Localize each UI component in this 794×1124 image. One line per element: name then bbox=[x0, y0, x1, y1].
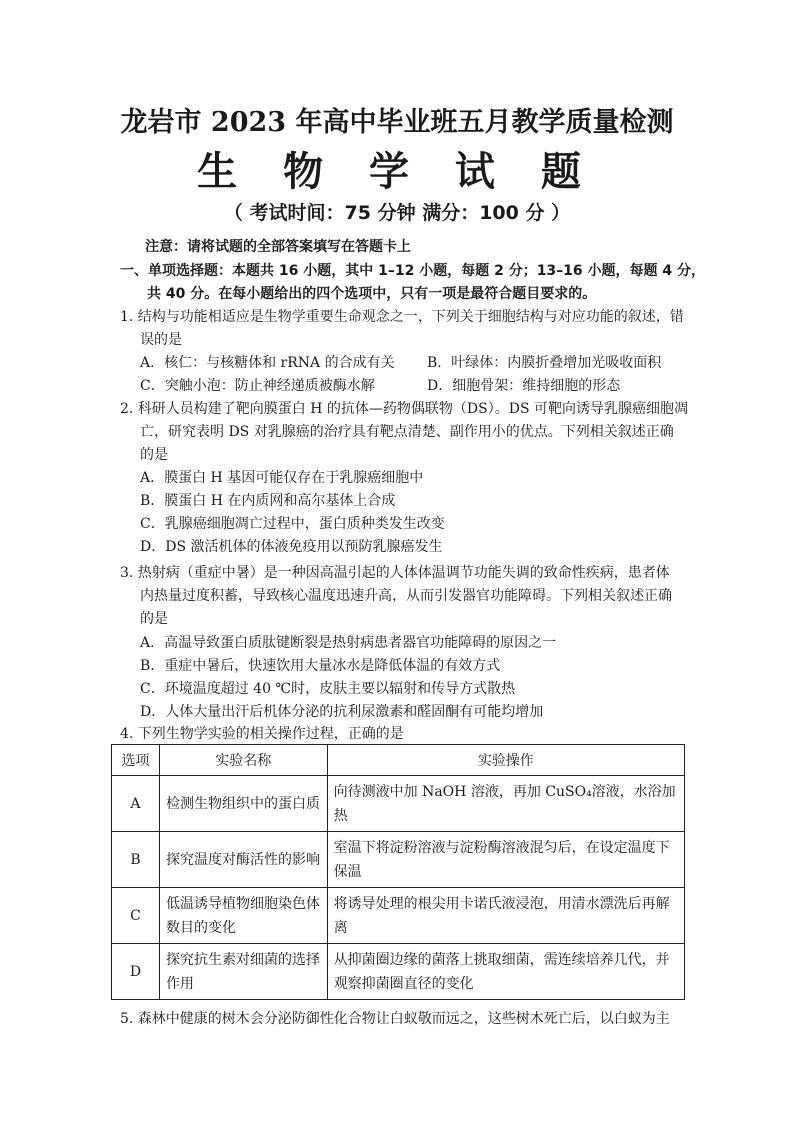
q1-option-d: D．细胞骨架：维持细胞的形态 bbox=[427, 378, 621, 394]
row-experiment-operation: 向待测液中加 NaOH 溶液，再加 CuSO₄溶液，水浴加热 bbox=[327, 776, 684, 832]
row-experiment-operation: 将诱导处理的根尖用卡诺氏液浸泡，用清水漂洗后再解离 bbox=[327, 888, 684, 944]
notice: 注意：请将试题的全部答案填写在答题卡上 bbox=[145, 239, 411, 255]
q1-option-b: B．叶绿体：内膜折叠增加光吸收面积 bbox=[427, 355, 662, 371]
q3-stem-line1: 3. 热射病（重症中暑）是一种因高温引起的人体体温调节功能失调的致命性疾病，患者体 bbox=[120, 565, 670, 581]
subject-title: 生 物 学 试 题 bbox=[197, 148, 597, 195]
q1-stem-line1: 1. 结构与功能相适应是生物学重要生命观念之一，下列关于细胞结构与对应功能的叙述，错 bbox=[120, 309, 684, 325]
row-experiment-name: 检测生物组织中的蛋白质 bbox=[159, 776, 327, 832]
q3-stem-line2: 内热量过度积蓄，导致核心温度迅速升高，从而引发器官功能障碍。下列相关叙述正确 bbox=[140, 588, 672, 604]
row-option: B bbox=[112, 832, 160, 888]
experiment-table bbox=[111, 744, 685, 1000]
exam-info: （ 考试时间：75 分钟 满分：100 分 ） bbox=[223, 202, 571, 224]
q4-stem: 4. 下列生物学实验的相关操作过程，正确的是 bbox=[120, 726, 404, 742]
table-row bbox=[112, 944, 685, 1000]
table-header-row bbox=[112, 745, 685, 776]
q1-option-c: C．突触小泡：防止神经递质被酶水解 bbox=[140, 378, 375, 394]
row-experiment-name: 探究抗生素对细菌的选择作用 bbox=[159, 944, 327, 1000]
q2-option-d: D．DS 激活机体的体液免疫用以预防乳腺癌发生 bbox=[140, 539, 443, 555]
q2-stem-line3: 的是 bbox=[140, 447, 168, 463]
row-option: A bbox=[112, 776, 160, 832]
row-experiment-name: 探究温度对酶活性的影响 bbox=[159, 832, 327, 888]
row-experiment-operation: 室温下将淀粉溶液与淀粉酶溶液混匀后，在设定温度下保温 bbox=[327, 832, 684, 888]
q2-option-c: C．乳腺癌细胞凋亡过程中，蛋白质种类发生改变 bbox=[140, 516, 445, 532]
header-experiment-name: 实验名称 bbox=[159, 745, 327, 776]
header-option: 选项 bbox=[112, 745, 160, 776]
row-option: C bbox=[112, 888, 160, 944]
row-experiment-name: 低温诱导植物细胞染色体数目的变化 bbox=[159, 888, 327, 944]
q3-option-d: D．人体大量出汗后机体分泌的抗利尿激素和醛固酮有可能均增加 bbox=[140, 704, 544, 720]
q2-option-a: A．膜蛋白 H 基因可能仅存在于乳腺癌细胞中 bbox=[140, 470, 424, 486]
header-experiment-operation: 实验操作 bbox=[327, 745, 684, 776]
row-experiment-operation: 从抑菌圈边缘的菌落上挑取细菌，需连续培养几代，并观察抑菌圈直径的变化 bbox=[327, 944, 684, 1000]
q2-stem-line1: 2. 科研人员构建了靶向膜蛋白 H 的抗体—药物偶联物（DS）。DS 可靶向诱导乳腺癌细胞凋 bbox=[120, 401, 688, 417]
section-heading-line2: 共 40 分。在每小题给出的四个选项中，只有一项是最符合题目要求的。 bbox=[147, 286, 597, 302]
table-row bbox=[112, 776, 685, 832]
table-row bbox=[112, 832, 685, 888]
exam-title: 龙岩市 2023 年高中毕业班五月教学质量检测 bbox=[120, 107, 674, 138]
q5-stem: 5. 森林中健康的树木会分泌防御性化合物让白蚁敬而远之，这些树木死亡后，以白蚁为主 bbox=[120, 1011, 670, 1027]
row-option: D bbox=[112, 944, 160, 1000]
q3-option-a: A．高温导致蛋白质肽键断裂是热射病患者器官功能障碍的原因之一 bbox=[140, 635, 557, 651]
q1-option-a: A．核仁：与核糖体和 rRNA 的合成有关 bbox=[140, 355, 395, 371]
q2-stem-line2: 亡，研究表明 DS 对乳腺癌的治疗具有靶点清楚、副作用小的优点。下列相关叙述正确 bbox=[140, 424, 674, 440]
table-row bbox=[112, 888, 685, 944]
section-heading-line1: 一、单项选择题：本题共 16 小题，其中 1–12 小题，每题 2 分；13–16 小题，每题 4 分， bbox=[120, 263, 706, 279]
q3-stem-line3: 的是 bbox=[140, 611, 168, 627]
q3-option-b: B．重症中暑后，快速饮用大量冰水是降低体温的有效方式 bbox=[140, 658, 501, 674]
q1-stem-line2: 误的是 bbox=[140, 332, 182, 348]
q2-option-b: B．膜蛋白 H 在内质网和高尔基体上合成 bbox=[140, 493, 396, 509]
q3-option-c: C．环境温度超过 40 ℃时，皮肤主要以辐射和传导方式散热 bbox=[140, 681, 516, 697]
